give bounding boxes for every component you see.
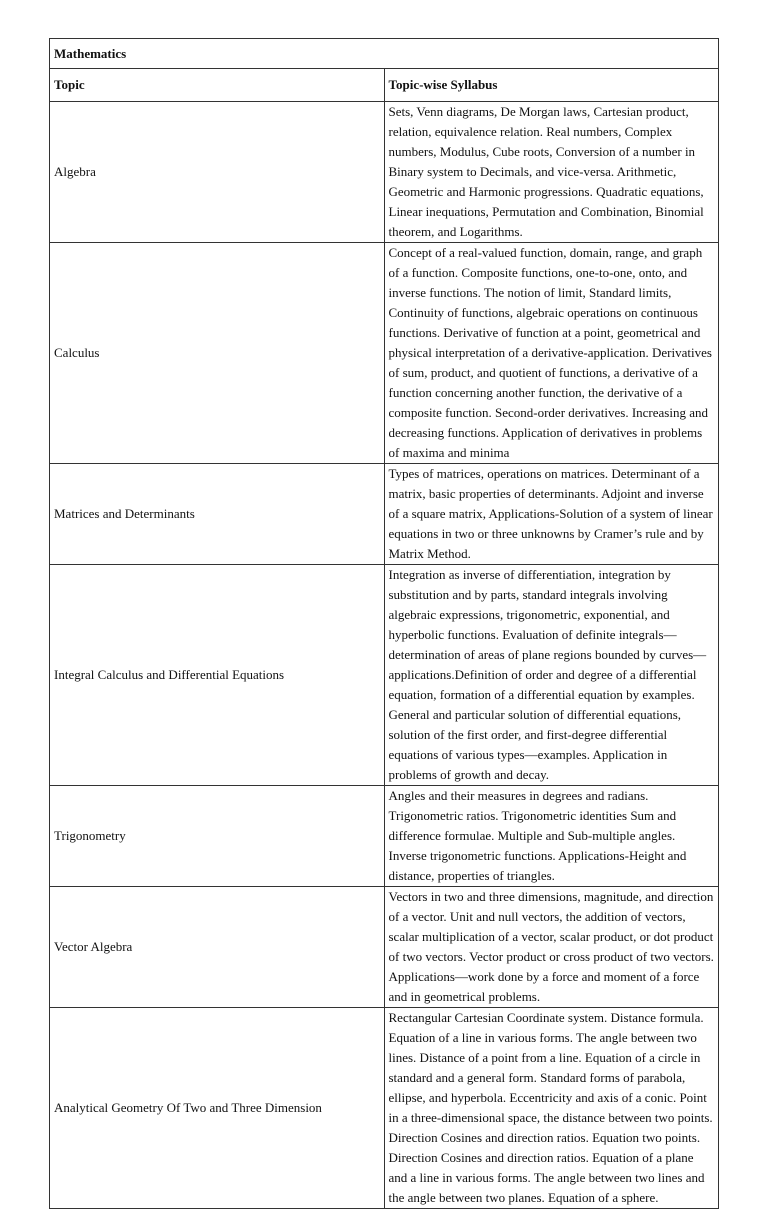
table-title: Mathematics: [50, 39, 719, 69]
table-header-row: [50, 69, 719, 102]
syllabus-cell: Types of matrices, operations on matrices. Determinant of a matrix, basic properties of determinants. Adjoint and inverse of a square matrix, Applications-Solution of a system of linear equations in two or three unknowns by Cramer’s rule and by Matrix Method.: [384, 464, 719, 565]
syllabus-cell: Sets, Venn diagrams, De Morgan laws, Cartesian product, relation, equivalence relation. Real numbers, Complex numbers, Modulus, Cube roots, Conversion of a number in Binary system to Decimals, and vice-versa. Arithmetic, Geometric and Harmonic progressions. Quadratic equations, Linear inequations, Permutation and Combination, Binomial theorem, and Logarithms.: [384, 102, 719, 243]
column-header-topic: Topic: [50, 69, 385, 102]
syllabus-cell: Angles and their measures in degrees and radians. Trigonometric ratios. Trigonometric identities Sum and difference formulae. Multiple and Sub-multiple angles. Inverse trigonometric functions. Applications-Height and distance, properties of triangles.: [384, 786, 719, 887]
topic-cell: Integral Calculus and Differential Equations: [50, 565, 385, 786]
syllabus-cell: Integration as inverse of differentiation, integration by substitution and by parts, standard integrals involving algebraic expressions, trigonometric, exponential, and hyperbolic functions. Evaluation of definite integrals—determination of areas of plane regions bounded by curves—applications.Definition of order and degree of a differential equation, formation of a differential equation by examples. General and particular solution of differential equations, solution of the first order, and first-degree differential equations of various types—examples. Application in problems of growth and decay.: [384, 565, 719, 786]
table-row: [50, 565, 719, 786]
topic-cell: Matrices and Determinants: [50, 464, 385, 565]
table-row: [50, 1008, 719, 1209]
table-title-row: [50, 39, 719, 69]
syllabus-cell: Concept of a real-valued function, domain, range, and graph of a function. Composite functions, one-to-one, onto, and inverse functions. The notion of limit, Standard limits, Continuity of functions, algebraic operations on continuous functions. Derivative of function at a point, geometrical and physical interpretation of a derivative-application. Derivatives of sum, product, and quotient of functions, a derivative of a function concerning another function, the derivative of a composite function. Second-order derivatives. Increasing and decreasing functions. Application of derivatives in problems of maxima and minima: [384, 243, 719, 464]
syllabus-page: [49, 38, 719, 1209]
syllabus-table: [49, 38, 719, 1209]
topic-cell: Analytical Geometry Of Two and Three Dimension: [50, 1008, 385, 1209]
syllabus-cell: Vectors in two and three dimensions, magnitude, and direction of a vector. Unit and null vectors, the addition of vectors, scalar multiplication of a vector, scalar product, or dot product of two vectors. Vector product or cross product of two vectors. Applications—work done by a force and moment of a force and in geometrical problems.: [384, 887, 719, 1008]
table-row: [50, 464, 719, 565]
syllabus-cell: Rectangular Cartesian Coordinate system. Distance formula. Equation of a line in various forms. The angle between two lines. Distance of a point from a line. Equation of a circle in standard and a general form. Standard forms of parabola, ellipse, and hyperbola. Eccentricity and axis of a conic. Point in a three-dimensional space, the distance between two points. Direction Cosines and direction ratios. Equation two points. Direction Cosines and direction ratios. Equation of a plane and a line in various forms. The angle between two lines and the angle between two planes. Equation of a sphere.: [384, 1008, 719, 1209]
table-row: [50, 887, 719, 1008]
topic-cell: Vector Algebra: [50, 887, 385, 1008]
topic-cell: Algebra: [50, 102, 385, 243]
column-header-syllabus: Topic-wise Syllabus: [384, 69, 719, 102]
table-row: [50, 786, 719, 887]
topic-cell: Trigonometry: [50, 786, 385, 887]
table-row: [50, 243, 719, 464]
table-row: [50, 102, 719, 243]
topic-cell: Calculus: [50, 243, 385, 464]
